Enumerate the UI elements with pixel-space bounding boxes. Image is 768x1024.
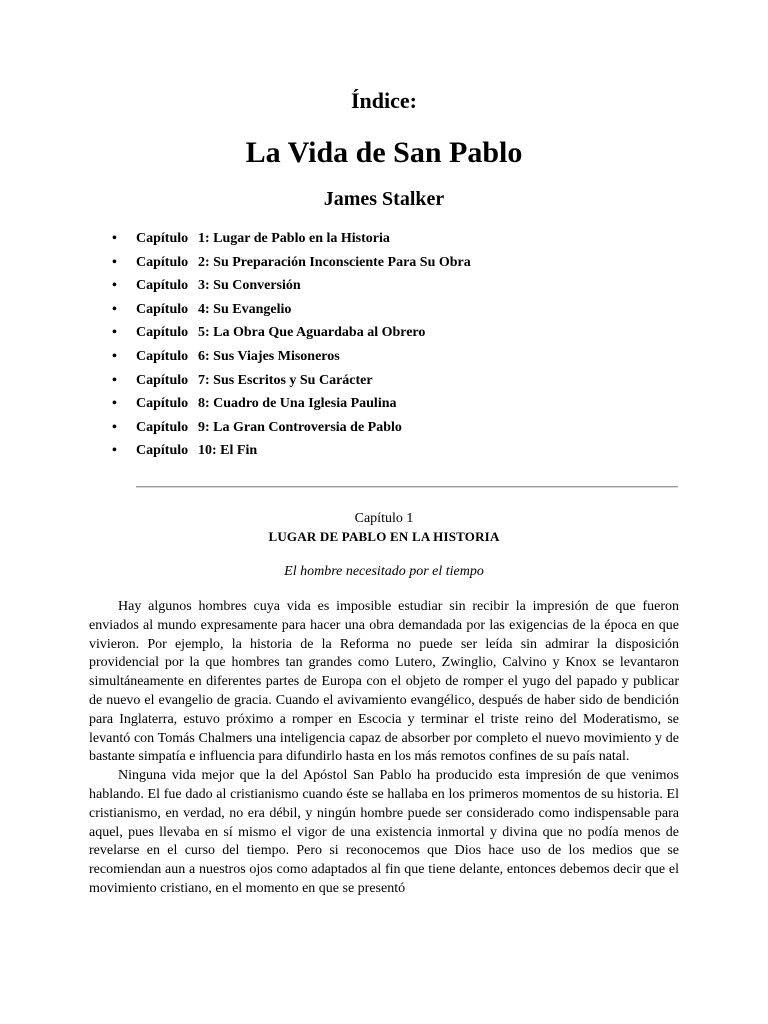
chapter-word: Capítulo (136, 254, 189, 270)
toc-item-title: : Sus Viajes Misoneros (205, 348, 340, 364)
bullet-icon: • (112, 396, 117, 412)
chapter-number: 1 (198, 231, 205, 246)
toc-item-1 (112, 229, 471, 253)
horizontal-divider (136, 486, 678, 488)
toc-item-title: : Su Evangelio (205, 301, 292, 317)
paragraph: Ninguna vida mejor que la del Apóstol San Pablo ha producido esta impresión de que venimos hablando. El fue dado al cristianismo cuando éste se hallaba en los primeros momentos de su historia. El cristianismo, en verdad, no era débil, y ningún hombre puede ser considerado como indispensable para aquel, pues llevaba en sí mismo el vigor de una existencia inmortal y divina que no podía menos de revelarse en el curso del tiempo. Pero si reconocemos que Dios hace uso de los medios que se recomiendan aun a nuestros ojos como adaptados al fin que tiene delante, entonces debemos decir que el movimiento cristiano, en el momento en que se presentó (89, 768, 679, 896)
chapter-word: Capítulo (136, 396, 189, 412)
chapter-word: Capítulo (136, 419, 189, 435)
chapter-3-link[interactable] (136, 278, 205, 293)
bullet-icon: • (112, 372, 117, 388)
chapter-word: Capítulo (136, 325, 189, 341)
chapter-2-link[interactable] (136, 255, 205, 270)
chapter-word: Capítulo (136, 278, 189, 294)
chapter-number: 9 (198, 419, 205, 435)
toc-item-title: : El Fin (212, 443, 258, 459)
chapter-word: Capítulo (136, 348, 189, 364)
toc-item-7 (112, 371, 471, 395)
toc-item-title: : La Obra Que Aguardaba al Obrero (205, 325, 426, 341)
chapter-number: 3 (198, 278, 205, 294)
chapter-label: Capítulo 1 (354, 511, 414, 526)
chapter-9-link[interactable] (136, 420, 205, 435)
toc-item-title: : Su Preparación Inconsciente Para Su Obra (205, 254, 471, 270)
toc-item-title: : La Gran Controversia de Pablo (205, 419, 402, 435)
chapter-7-link[interactable] (136, 373, 205, 388)
book-author: James Stalker (323, 188, 445, 210)
table-of-contents (112, 229, 471, 465)
chapter-body (89, 598, 679, 899)
toc-item-title: : Cuadro de Una Iglesia Paulina (205, 396, 397, 412)
paragraph: Hay algunos hombres cuya vida es imposible estudiar sin recibir la impresión de que fueron enviados al mundo expresamente para hacer una obra demandada por las exigencias de la época en que vivieron. Por ejemplo, la historia de la Reforma no puede ser leída sin admirar la disposición providencial por la que hombres tan grandes como Lutero, Zwinglio, Calvino y Knox se levantaron simultáneamente en diferentes partes de Europa con el objeto de romper el yugo del papado y publicar de nuevo el evangelio de gracia. Cuando el avivamiento evangélico, después de haber sido de bendición para Inglaterra, estuvo próximo a romper en Escocia y terminar el triste reino del Moderatismo, se levantó con Tomás Chalmers una inteligencia capaz de absorber por completo el nuevo movimiento y de bastante simpatía e influencia para difundirlo hasta en los más remotos confines de su país natal. (89, 599, 679, 765)
chapter-number: 7 (198, 372, 205, 388)
chapter-word: Capítulo (136, 443, 189, 459)
bullet-icon: • (112, 348, 117, 364)
book-title: La Vida de San Pablo (245, 136, 523, 169)
toc-item-10 (112, 441, 471, 465)
chapter-number: 10 (198, 443, 212, 459)
chapter-title: LUGAR DE PABLO EN LA HISTORIA (268, 529, 500, 544)
toc-item-5 (112, 323, 471, 347)
bullet-icon: • (112, 231, 117, 246)
chapter-word: Capítulo (136, 372, 189, 388)
bullet-icon: • (112, 419, 117, 435)
toc-item-9 (112, 418, 471, 442)
toc-item-4 (112, 300, 471, 324)
chapter-word: Capítulo (136, 301, 189, 317)
toc-item-title: : Lugar de Pablo en la Historia (205, 231, 390, 246)
bullet-icon: • (112, 443, 117, 459)
chapter-number: 8 (198, 396, 205, 412)
bullet-icon: • (112, 278, 117, 294)
chapter-5-link[interactable] (136, 325, 205, 340)
chapter-10-link[interactable] (136, 443, 212, 458)
toc-item-3 (112, 276, 471, 300)
toc-item-title: : Sus Escritos y Su Carácter (205, 372, 373, 388)
bullet-icon: • (112, 254, 117, 270)
chapter-number: 6 (198, 348, 205, 364)
bullet-icon: • (112, 325, 117, 341)
chapter-1-link[interactable] (136, 231, 205, 246)
chapter-number: 5 (198, 325, 205, 341)
chapter-6-link[interactable] (136, 349, 205, 364)
toc-item-8 (112, 394, 471, 418)
chapter-subtitle: El hombre necesitado por el tiempo (284, 564, 484, 579)
chapter-word: Capítulo (136, 231, 189, 246)
chapter-number: 4 (198, 301, 205, 317)
toc-item-2 (112, 253, 471, 277)
toc-item-title: : Su Conversión (205, 278, 301, 294)
chapter-8-link[interactable] (136, 396, 205, 411)
toc-item-6 (112, 347, 471, 371)
index-heading: Índice: (351, 88, 417, 113)
bullet-icon: • (112, 301, 117, 317)
chapter-4-link[interactable] (136, 302, 205, 317)
chapter-number: 2 (198, 254, 205, 270)
